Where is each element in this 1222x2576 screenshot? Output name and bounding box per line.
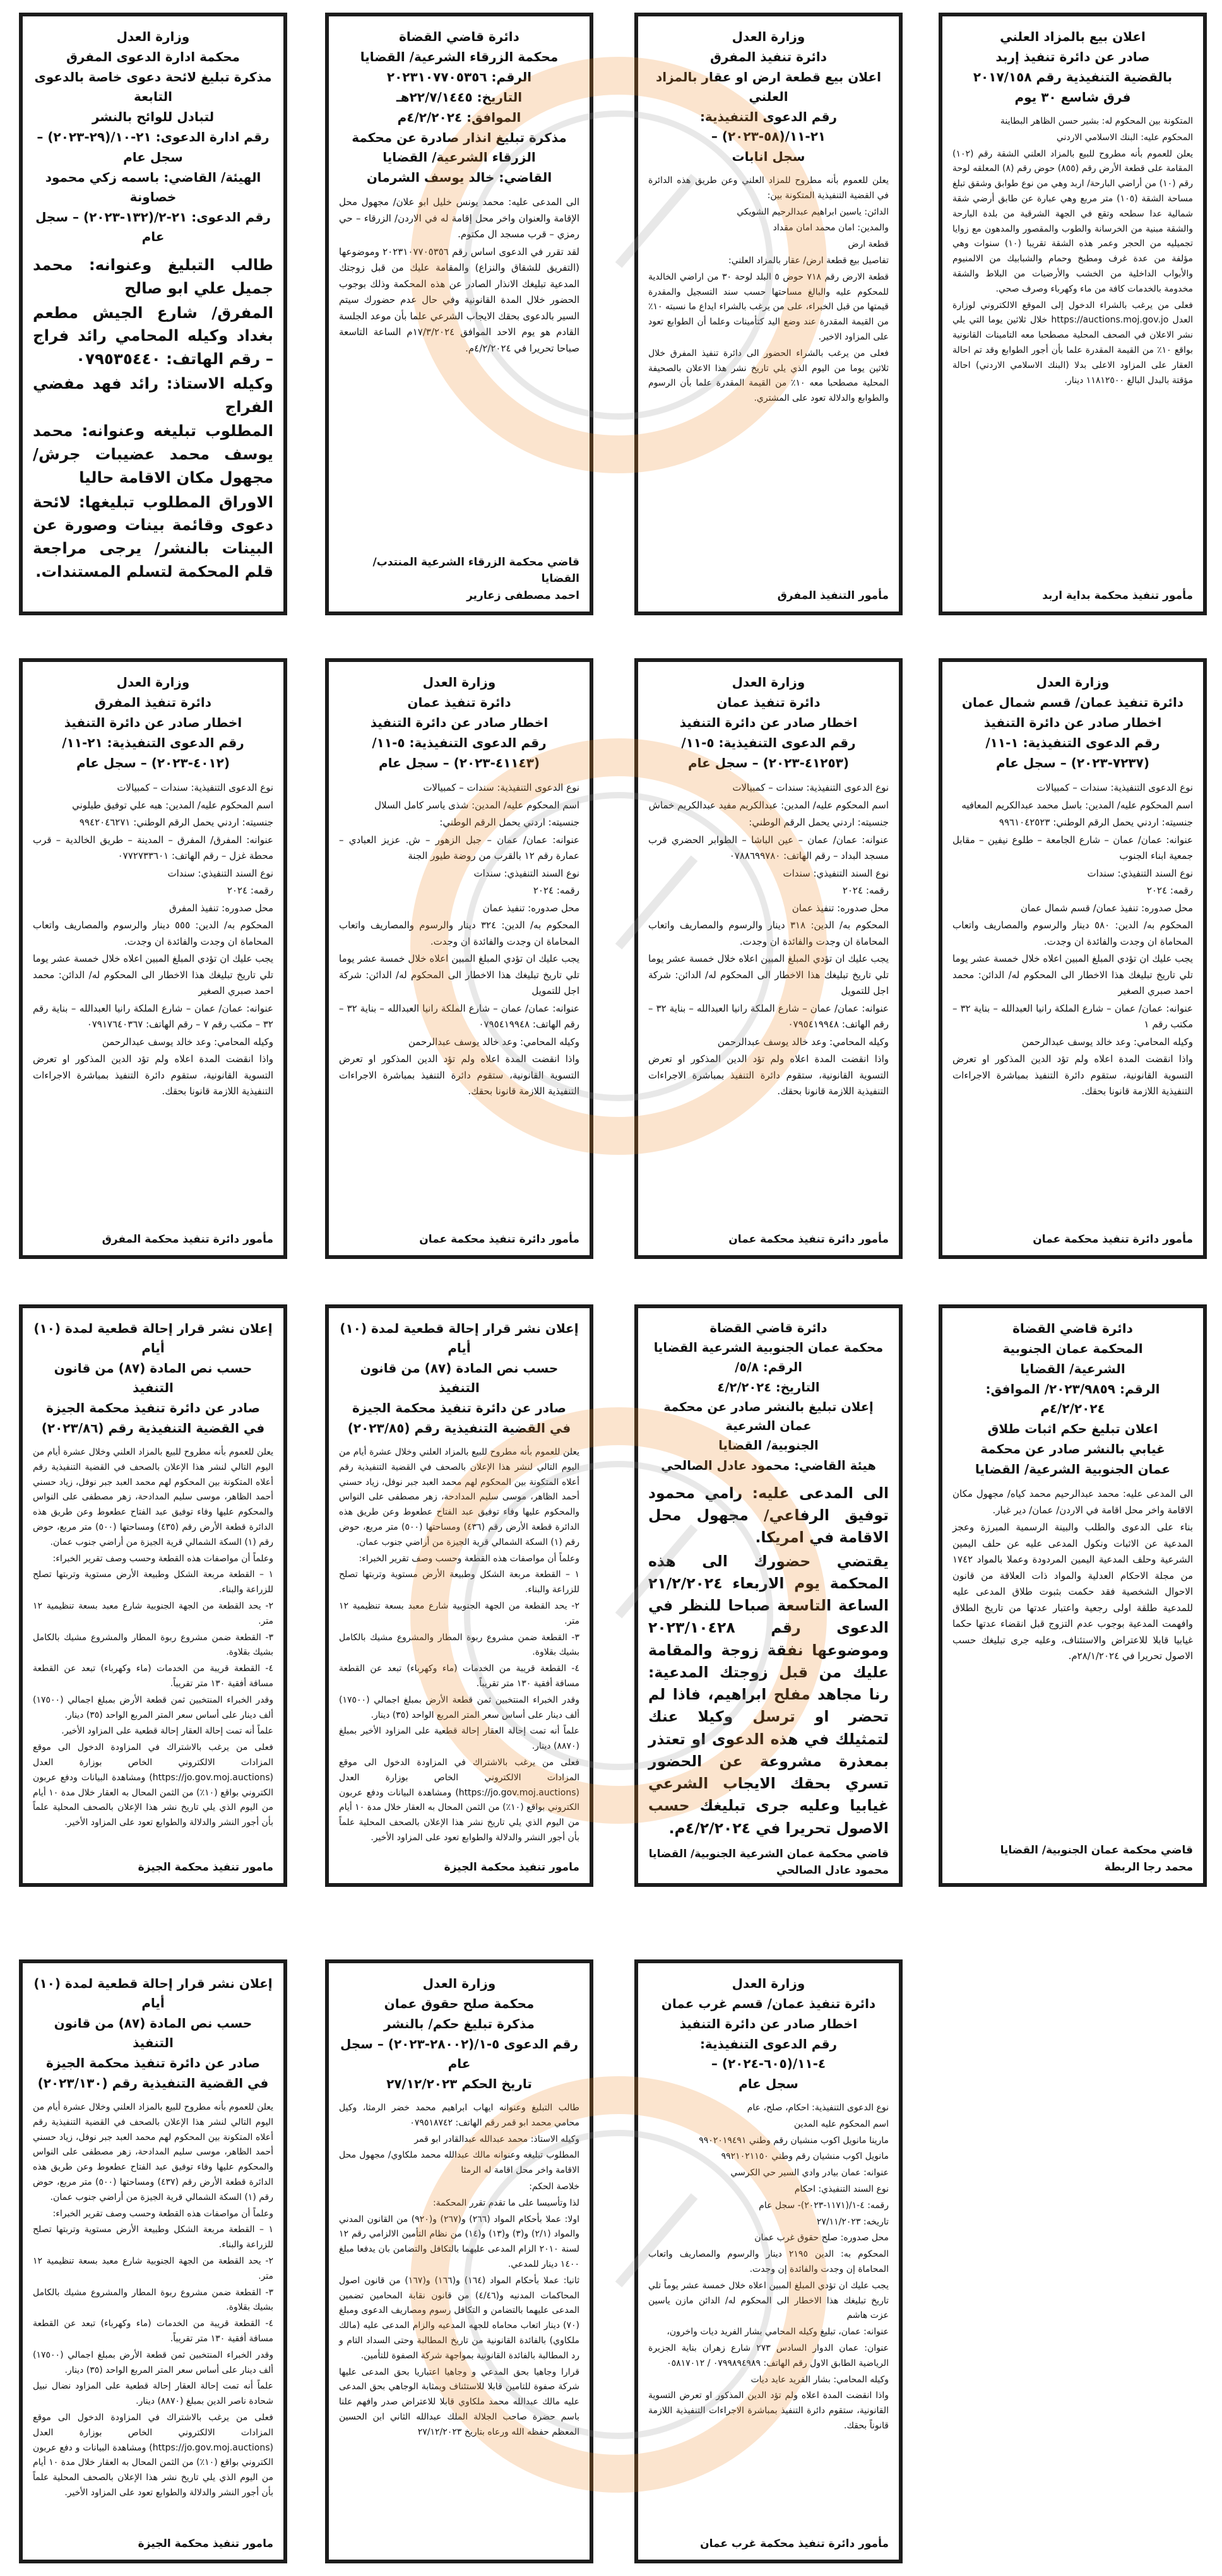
notice-paragraph: عنوانه: عمان/ عمان – شارع الملكة رانيا العبدالله – بناية ٣٢ – مكتب رقم ١ [952,1002,1193,1030]
legal-notice [325,658,593,1259]
notice-paragraph: الاوراق المطلوب تبليغها: لائحة دعوى وقائمة بينات وصورة عن البينات بالنشر/ يرجى مراجعة قلم المحكمة لتسلم المستندات. [33,492,273,581]
notice-paragraph: وكيله المحامي: وعد خالد يوسف عبدالرحمن [408,1036,579,1048]
notice-paragraph: وعلماً أن مواصفات هذه القطعة وحسب وصف تقرير الخبراء: [52,2208,273,2219]
notice-paragraph: تاريخه: ٢٧/١١/٢٠٢٣ [816,2216,889,2227]
notice-heading-line: مذكرة تبليغ انذار صادرة عن محكمة الزرقاء الشرعية/ القضايا [352,130,567,165]
notice-heading-line: اعلان بيع بالمزاد العلني [1000,29,1146,44]
notice-paragraph: قرارا وجاهيا بحق المدعي و وجاهيا اعتباريا بحق المدعى عليها شركة صفوة للتامين قابلا للاستئناف وبمثابة الوجاهي بحق المدعى عليه مالك عبدالله محمد ملكاوي قابلا للاعتراض صدر وافهم علنا باسم حضرة صاحب الجلالة الملك عبدالله الثاني ابن الحسين المعظم حفظه الله ورعاه بتاريخ ٢٧/١٢/٢٠٢٣ [339,2366,579,2437]
notice-body [33,1445,273,1854]
notice-paragraph: رقمه: ٢٠٢٤ [1146,885,1193,896]
notice-heading-line: صادر عن دائرة تنفيذ محكمة الجيزة [352,1400,566,1415]
notice-paragraph: قطعة الارض رقم ٧١٨ حوض ٥ البلد لوحة ٣٠ من اراضي الخالدية للمحكوم عليه والبالغ مساحتها حسب سند التسجيل والمقدرة قيمتها من قبل الخبراء، على من يرغب بالشراء ايداع ما نسبته ١٠٪ من القيمة المقدرة عند وضع اليد كتأمينات وعلما أن الطوابع تعود على المزاود الاخير. [648,271,889,342]
legal-notice [325,1959,593,2563]
notice-paragraph: محل صدوره: تنفيذ المفرق [169,902,273,914]
notice-paragraph: وكيله المحامي: وعد خالد يوسف عبدالرحمن [1021,1036,1193,1048]
notice-paragraph: لقد تقرر في الدعوى اساس رقم ٢٠٢٣١٠٧٧٠٥٣٥٦ وموضوعها (التفريق للشقاق والنزاع) والمقامة عليك من قبل زوجتك المدعية تبليغك الانذار الصادر عن هذه المحكمة وذلك بوجوب الحضور خلال المدة القانونية وفي حال عدم حضورك سيتم السير بالدعوى بحقك الايجاب الشرعي علما بأن موعد الجلسة القادم هو يوم الاحد الموافق ١٧/٣/٢٠٢٤م الساعة التاسعة صباحا تحريرا في ٤/٢/٢٠٢٤م. [339,245,579,354]
notice-paragraph: المفرق/ شارع الجيش مطعم بغداد وكيله المحامي رائد فراج – رقم الهاتف: ٠٧٩٥٣٥٤٤٠ [33,303,273,368]
notice-paragraph: ٣- القطعة ضمن مشروع ربوة المطار والمشروع مشيك بالكامل بشيك بقلاوة. [339,1632,579,1658]
notice-paragraph: المتكونة بين المحكوم له: بشير حسن الظاهر البطاينة [1000,116,1193,126]
notice-heading [648,672,889,774]
notice-paragraph: نوع السند التنفيذي: احكام [794,2183,889,2194]
notice-paragraph: علماً أنه تمت إحالة العقار إحالة قطعية على المزاود الأخير بمبلغ (٨٨٧٠) دينار. [339,1726,579,1752]
notice-heading-line: (٤١١٤٣-٢٠٢٣) – سجل عام [378,755,540,771]
notice-heading [33,672,273,774]
notice-paragraph: نوع السند التنفيذي: سندات [1087,867,1193,879]
notice-signature [648,1231,889,1248]
notice-paragraph: وقدر الخبراء المنتخبين ثمن قطعة الأرض بمبلغ اجمالي (١٧٥٠٠) ألف دينار على أساس سعر المتر المربع الواحد (٣٥) دينار. [33,1694,273,1720]
notice-signature [952,588,1193,604]
notice-paragraph: جنسيته: اردني يحمل الرقم الوطني: ٩٩٦١٠٤٢٥٢٣ [999,817,1193,828]
notice-heading-line: رقم الدعوى التنفيذية: ٢١-١١/(٥٨-٢٠٢٣) – [699,109,838,144]
notice-heading-line: اعلان تبليغ حكم اثبات طلاق [987,1421,1158,1436]
notice-paragraph: عنوانه: عمان/ عمان – شارع الجامعة – طلوع نيفين – مقابل جمعية ابناء الجنوب [952,834,1193,861]
notice-paragraph: اسم المحكوم عليه/ المدين: عبدالكريم مفيد عبدالكريم خماش [648,799,889,811]
notice-paragraph: عنوانه: عمان/ عمان – شارع الملكة رانيا العبدالله – بناية ٣٢ – رقم الهاتف: ٠٧٩٥٤١٩٩٤٨ [339,1002,579,1030]
notice-paragraph: ٤- القطعة قريبة من الخدمات (ماء وكهرباء) تبعد عن القطعة مسافة أفقية ١٣٠ متر تقريباً. [33,1663,273,1689]
notice-heading-line: وزارة العدل [732,675,805,690]
notice-body [648,174,889,582]
notice-body [33,254,273,604]
notice-heading [648,1318,889,1476]
notice-heading-line: دائرة قاضي القضاة [399,29,519,44]
signature-line: مأمور التنفيذ المفرق [777,589,889,602]
notice-signature [339,1231,579,1248]
notice-paragraph: واذا انقضت المدة اعلاه ولم تؤد الدين المذكور او تعرض التسوية القانونية، ستقوم دائرة التنفيذ بمباشرة الاجراءات التنفيذية اللازمة قانونا بحقك. [33,1053,273,1097]
notice-signature [33,2536,273,2552]
notice-paragraph: بناء على الدعوى والطلب والبينة الرسمية المبرزة وعجز المدعية عن الاثبات ونكول المدعى عليه عن حلف اليمين الشرعية وحلف المدعية اليمين المردودة وعملا بالمواد ١٧٤٢ من مجلة الاحكام العدلية والمواد ذات العلاقة من قانون الاحوال الشخصية فقد حكمت بثبوت طلاق المدعى عليه للمدعية طلقة اولى رجعية واعتبار عدتها من تاريخ الطلاق وافهمت المدعية بوجوب عدم التزوج قبل انقضاء عدتها حكما غيابيا قابلا للاعتراض والاستئناف، وعليه جرى تبليغك حسب الاصول تحريرا في ٢٨/١/٢٠٢٤م. [952,1521,1193,1662]
notice-heading-line: بالقضية التنفيذية رقم ٢٠١٧/١٥٨ [973,69,1173,85]
notice-paragraph: مانويل اكوب منشيان رقم وطني ٩٩٢١٠٢١١٥٠ [721,2151,889,2162]
notice-heading-line: الرقم: ٢٠٢٣/٩٨٥٩/ الموافق: ٤/٢/٢٠٢٤م [985,1381,1160,1416]
notice-heading [33,27,273,247]
notice-signature [952,1842,1193,1876]
notice-heading-line: محكمة عمان الجنوبية الشرعية القضايا [653,1340,884,1356]
signature-line: احمد مصطفى زعارير [466,589,579,602]
notice-paragraph: يجب عليك ان تؤدي المبلغ المبين اعلاه خلال خمسة عشر يوماً تلي تاريخ تبليغك هذا الاخطار الى المحكوم له/ الدائن مازن ياسين عزت هاشم [648,2280,889,2321]
notice-heading [339,1318,579,1439]
signature-line: محمد رجا الربطة [1104,1860,1193,1874]
notice-heading-line: اخطار صادر عن دائرة التنفيذ [64,715,242,730]
notice-paragraph: قطعة ارض [848,239,889,250]
notice-signature [648,1846,889,1879]
signature-line: قاضي محكمة عمان الشرعية الجنوبية/ القضايا [648,1847,889,1860]
notice-signature [33,1859,273,1876]
notice-paragraph: وقدر الخبراء المنتخبين ثمن قطعة الأرض بمبلغ اجمالي (١٧٥٠٠) ألف دينار على أساس سعر المتر المربع الواحد (٣٥) دينار. [33,2349,273,2375]
signature-line: مامور تنفيذ محكمة الجيزة [138,1860,273,1874]
notice-body [648,780,889,1226]
notice-heading-line: في القضية التنفيذية رقم (٢٠٢٣/١٣٠) [37,2076,269,2091]
notice-heading-line: (٤٠١٢-٢٠٢٣) – سجل عام [76,755,230,771]
notice-paragraph: علماً أنه تمت إحالة العقار إحالة قطعية على المزاود نضال نبيل شحادة ناصر الدين بمبلغ (٨٨٧٠) دينار. [33,2381,273,2407]
signature-line: محمود عادل الصالحي [776,1864,889,1877]
notice-signature [339,1859,579,1876]
notice-heading-line: المحكمة عمان الجنوبية [1002,1341,1143,1356]
notice-paragraph: ٢- يحد القطعة من الجهة الجنوبية شارع معبد بسعة تنظيمية ١٢ متر. [339,1600,579,1626]
notice-paragraph: وكيله المحامي: وعد خالد يوسف عبدالرحمن [102,1036,273,1048]
notice-heading-line: في القضية التنفيذية رقم (٢٠٢٣/٨٦) [41,1421,265,1436]
notice-paragraph: يجب عليك ان تؤدي المبلغ المبين اعلاه خلال خمسة عشر يوما تلي تاريخ تبليغك هذا الاخطار الى المحكوم له/ الدائن: محمد احمد صبري الصغير [33,953,273,996]
notice-heading-line: الرقم: ٢٠٢٣١٠٧٧٠٥٣٥٦ [386,69,532,85]
notice-paragraph: اولا: عملا بأحكام المواد (٢٦٦) و(٢٦٧) و(٩٢٠) من القانون المدني والمواد (٢/١) و(٣) و(١٣) و(١٤) من نظام التأمين الالزامي رقم ١٢ لسنة ٢٠١٠ الزام المدعى عليهما بالتكافل والتضامن بان يدفعا مبلغ ١٤٠٠ دينار للمدعي. [339,2214,580,2269]
notice-paragraph: الى المدعى عليه: محمد عبدالرحيم محمد كياه/ مجهول مكان الاقامة واخر محل اقامة في الاردن/ عمان/ دير غبار. [952,1488,1193,1516]
legal-notice [19,1959,287,2563]
notice-heading-line: دائرة قاضي القضاة [709,1321,828,1335]
notice-heading-line: دائرة تنفيذ عمان/ قسم غرب عمان [661,1996,876,2011]
notice-paragraph: نوع السند التنفيذي: سندات [473,867,579,879]
notice-paragraph: المحكوم به/ الدين: ٣٢٤ دينار والرسوم والمصاريف واتعاب المحاماة ان وجدت والفائدة ان وجدت. [339,919,579,947]
legal-notice [939,1304,1207,1887]
notice-heading [648,1973,889,2094]
notice-heading-line: وزارة العدل [1036,675,1110,690]
signature-line: مأمور دائرة تنفيذ محكمة عمان [419,1232,579,1246]
notice-heading-line: دائرة تنفيذ المفرق [709,49,828,64]
notice-heading-line: محكمة ادارة الدعوى المفرق [66,49,240,64]
notice-paragraph: يجب عليك ان تؤدي المبلغ المبين اعلاه خلال خمسة عشر يوما تلي تاريخ تبليغك هذا الاخطار الى المحكوم له/ الدائن: محمد احمد صبري الصغير [952,953,1193,996]
signature-line: مامور تنفيذ محكمة الجيزة [444,1860,579,1874]
notice-paragraph: ٣- القطعة ضمن مشروع ربوة المطار والمشروع مشيك بالكامل بشيك بقلاوة. [33,1632,273,1658]
notice-paragraph: عنوانه: المفرق/ المفرق – المدينة – طريق الخالدية – قرب محطة غزل – رقم الهاتف: ٠٧٧٢٧٣٣٦٠١ [33,834,273,861]
notice-heading-line: سجل عام [123,150,183,165]
signature-line: مأمور دائرة تنفيذ محكمة عمان [728,1232,889,1246]
notice-heading-line: صادر عن دائرة تنفيذ محكمة الجيزة [46,1400,260,1415]
legal-notice [325,1304,593,1887]
notice-paragraph: المحكوم عليه: البنك الاسلامي الاردني [1056,132,1193,143]
legal-notice [325,13,593,615]
notice-paragraph: محل صدوره: تنفيذ عمان [482,902,579,914]
notice-heading [33,1318,273,1439]
notice-heading [339,27,579,188]
notice-paragraph: ١ – القطعة مربعة الشكل وطبيعة الأرض مستوية وتربتها تصلح للزراعة والبناء. [33,1569,273,1595]
notice-paragraph: يجب عليك ان تؤدي المبلغ المبين اعلاه خلال خمسة عشر يوما تلي تاريخ تبليغك هذا الاخطار الى المحكوم له/ الدائن: شركة اجل للتمويل [648,953,889,996]
notice-paragraph: واذا انقضت المدة اعلاه ولم تؤد الدين المذكور او تعرض التسوية القانونية، ستقوم دائرة التنفيذ بمباشرة الاجراءات التنفيذية اللازمة قانونا بحقك. [648,1053,889,1097]
notice-paragraph: المحكوم به/ الدين: ٥٨٠ دينار والرسوم والمصاريف واتعاب المحاماة ان وجدت والفائدة ان وجدت. [952,919,1193,947]
notice-heading-line: الموافق: ٤/٢/٢٠٢٤م [397,110,521,125]
notice-heading-line: وزارة العدل [422,675,496,690]
notice-body [339,2101,579,2552]
signature-line: مأمور دائرة تنفيذ محكمة المفرق [102,1232,273,1246]
notice-paragraph: ثانيا: عملا بأحكام المواد (١٦٤) و(١٦٦) و(١٦٧) من قانون اصول المحاكمات المدنيه و(٤/٤٦) من قانون نقابة المحامين تضمين المدعى عليهما بالتضامن و التكافل رسوم ومصاريف الدعوى ومبلغ (٧٠) دينار اتعاب محاماه للجهه المدعيه والزام المدعى عليه (مالك ملكاوي) بالفائدة القانونية من تاريخ المطالبة وحتى السداد التام و رد المطالبة بالفائدة القانونية بمواجهة شركة الصفوة للتأمين. [339,2275,579,2361]
notice-paragraph: وكيله المحامي: بشار الفريد عايد ديات [750,2374,889,2385]
notice-paragraph: المحكوم به/ الدين: ٣١٨ دينار والرسوم والمصاريف واتعاب المحاماة ان وجدت والفائدة ان وجدت. [648,919,889,947]
notice-signature [648,2536,889,2552]
signature-line: قاضي محكمة الزرقاء الشرعية المنتدب/ القضايا [372,555,579,586]
notice-paragraph: ٤- القطعة قريبة من الخدمات (ماء وكهرباء) تبعد عن القطعة مسافة أفقية ١٣٠ متر تقريباً. [339,1663,579,1689]
notice-body [339,194,579,549]
notice-paragraph: رقمه: ٤-١/(١١٧١-٢٠٢٣)- سجل عام [759,2200,889,2211]
legal-notice [939,13,1207,615]
notice-heading-line: دائرة تنفيذ عمان [407,695,511,710]
notice-heading-line: رقم الدعوى ٥-١/(٢٨٠٠٢-٢٠٢٣) – سجل عام [340,2036,579,2071]
legal-notice [634,13,903,615]
notice-paragraph: واذا انقضت المدة اعلاه ولم تؤد الدين المذكور او تعرض التسوية القانونية، ستقوم دائرة التنفيذ بمباشرة الاجراءات التنفيذية اللازمة قانوناً بحقك. [648,2390,889,2431]
notice-heading-line: رقم الدعوى التنفيذية: ١-١١/ [985,735,1160,750]
notice-paragraph: لذا وتأسيسا على ما تقدم تقرر المحكمة: [432,2197,579,2208]
notice-heading-line: اخطار صادر عن دائرة التنفيذ [679,715,858,730]
notice-heading [33,1973,273,2094]
notice-paragraph: يجب عليك ان تؤدي المبلغ المبين اعلاه خلال خمسة عشر يوما تلي تاريخ تبليغك هذا الاخطار الى المحكوم له/ الدائن: شركة اجل للتمويل [339,953,579,996]
notice-paragraph: تفاصيل بيع قطعة ارض/ عقار بالمزاد العلني: [728,255,889,266]
notice-paragraph: عنوانه: عمان/ عمان – شارع الملكة رانيا العبدالله – بناية ٣٢ – رقم الهاتف: ٠٧٩٥٤١٩٩٤٨ [648,1002,889,1030]
notice-heading [339,672,579,774]
notice-paragraph: مارينا مانويل اكوب منشيان رقم وطني ٩٩٠٢٠١٩٤٩١ [699,2135,889,2146]
notice-heading-line: دائرة تنفيذ عمان [716,695,821,710]
notice-heading-line: هيئة القاضي: محمود عادل الصالحي [661,1458,876,1473]
notice-paragraph: فعلى من يرغب بالاشتراك في المزاودة الدخول الى موقع المزادات الالكتروني الخاص بوزارة العدل (https://jo.gov.moj.auctions) ومشاهدة البيانات و دفع عربون الكتروني بواقع (١٠٪) من الثمن المحال به العقار خلال مدة ١٠ أيام من اليوم الذي يلي تاريخ نشر هذا الإعلان بالصحف المحلية علماً بأن أجور النشر والدلالة والطوابع تعود على المزاود الأخير. [33,2412,273,2498]
notice-heading-line: وزارة العدل [116,29,190,44]
notice-heading-line: اخطار صادر عن دائرة التنفيذ [983,715,1162,730]
notice-paragraph: الى المدعى عليه: محمد يونس خليل ابو علان/ مجهول محل الإقامة والعنوان واخر محل إقامة له في الاردن/ الزرقاء – حي رمزي – قرب مسجد ال مكتوم. [339,196,579,240]
notice-paragraph: اسم المحكوم عليه المدين [793,2118,889,2129]
notice-paragraph: رقمه: ٢٠٢٤ [842,885,889,896]
notice-paragraph: نوع الدعوى التنفيذية: احكام، صلح، عام [747,2103,889,2113]
notice-heading-line: لتبادل للوائح بالنشر [92,109,215,124]
signature-line: مأمور دائرة تنفيذ محكمة غرب عمان [700,2537,889,2550]
notice-paragraph: عنوان: عمان الدوار السادس ٢٧٣ شارع زهران بناية الجزيرة الرياضية الطابق الاول رقم الهاتف: ٠٧٩٩٨٩٤٩٨٩ / ٠٥٨١٧٠١٢ [648,2343,889,2368]
notice-heading-line: صادر عن دائرة تنفيذ محكمة الجيزة [46,2055,260,2071]
notice-paragraph: فعلى من يرغب بالاشتراك في المزاودة الدخول الى موقع المزادات الالكتروني الخاص بوزارة العدل (https://jo.gov.moj.auctions) ومشاهدة البيانات ودفع عربون الكتروني بواقع (١٠٪) من الثمن المحال به العقار خلال مدة ١٠ أيام من اليوم الذي يلي تاريخ نشر هذا الإعلان بالصحف المحلية علماً بأن أجور النشر والدلالة والطوابع تعود على المزاود الأخير. [33,1742,273,1828]
notice-paragraph: اسم المحكوم عليه/ المدين: هبه علي توفيق طيلوني [72,799,273,811]
notice-paragraph: يعلن للعموم بأنه مطروح للمزاد العلني وعن طريق هذه الدائرة في القضية التنفيذية المتكونة بين: [648,175,889,201]
notice-heading-line: وزارة العدل [732,1976,805,1991]
notice-body [952,1486,1193,1837]
signature-line: قاضي محكمة عمان الجنوبية/ القضايا [1000,1844,1193,1857]
notice-heading [952,27,1193,108]
notice-paragraph: نوع الدعوى التنفيذية: سندات – كمبيالات [117,782,273,793]
notice-heading-line: حسب نص المادة (٨٧) من قانون التنفيذ [54,2016,252,2050]
notice-signature [33,1231,273,1248]
notice-heading-line: الهيئة/ القاضي: باسمه زكي محمود خصاونة [45,170,261,204]
notice-heading-line: إعلان نشر قرار إحالة قطعية لمدة (١٠) أيام [340,1321,579,1356]
notice-signature [952,1231,1193,1248]
notice-paragraph: واذا انقضت المدة اعلاه ولم تؤد الدين المذكور او تعرض التسوية القانونية، ستقوم دائرة التنفيذ بمباشرة الاجراءات التنفيذية اللازمة قانونا بحقك. [952,1053,1193,1097]
notice-heading-line: إعلان تبليغ بالنشر صادر عن محكمة عمان الشرعية [663,1399,874,1434]
notice-paragraph: طالب التبليغ وعنوانه: محمد جميل علي ابو صالح [33,256,273,297]
notice-heading-line: دائرة قاضي القضاة [1012,1321,1133,1336]
signature-line: مأمور تنفيذ محكمة بداية اربد [1042,589,1193,602]
notice-paragraph: الدائن: ياسين ابراهيم عبدالرحيم الشويكي [737,206,889,217]
notice-heading-line: التاريخ: ٤/٢/٢٠٢٤ [717,1380,820,1395]
notice-heading-line: محكمة الزرقاء الشرعية/ القضايا [360,49,559,64]
notice-paragraph: وكيله الاستاذ: رائد فهد مفضي الفراج [33,374,273,416]
notice-paragraph: والمدين: امان محمد امان مقداد [773,223,889,233]
legal-notice [19,1304,287,1887]
notice-paragraph: الى المدعى عليه: رامي محمود توفيق الرفاعي/ مجهول محل الاقامة في امريكا. [648,1484,889,1547]
notice-paragraph: فعلى من يرغب بالشراء الدخول إلى الموقع الالكتروني لوزارة العدل https://auctions.moj.gov.jo خلال ثلاثين يوما التي يلي نشر الاعلان في الصحف المحلية مصطحبا معه التامينات القانونية بواقع ١٠٪ من القيمة المقدرة علما بأن أجور الطوابع وقد تم احالة العقار على المزاود الاعلى بدلا (البنك الاسلامي الاردني) احالة مؤقتة بالبدل البالغ ١١٨١٢٥٠٠ دينار. [952,300,1193,386]
notice-paragraph: وقدر الخبراء المنتخبين ثمن قطعة الأرض بمبلغ اجمالي (١٧٥٠٠) ألف دينار على أساس سعر المتر المربع الواحد (٣٥) دينار. [339,1694,579,1720]
notice-heading-line: رقم الدعوى: ٢١-٢/(١٣٢-٢٠٢٣) – سجل عام [35,210,271,244]
notice-paragraph: عنوانه: عمان بيادر وادي السير حي الكرسي [730,2168,889,2178]
notice-heading-line: رقم الدعوى التنفيذية: ٥-١١/ [372,735,547,750]
notice-heading-line: حسب نص المادة (٨٧) من قانون التنفيذ [54,1361,252,1395]
notice-heading-line: غيابي بالنشر صادر عن محكمة [980,1441,1165,1456]
notice-paragraph: واذا انقضت المدة اعلاه ولم تؤد الدين المذكور او تعرض التسوية القانونية، ستقوم دائرة التنفيذ بمباشرة الاجراءات التنفيذية اللازمة قانونا بحقك. [339,1053,579,1097]
notice-heading-line: الشرعية/ القضايا [1020,1361,1125,1376]
legal-notice [634,1304,903,1887]
notice-paragraph: عنوانه: عمان/ عمان – شارع الملكة رانيا العبدالله – بناية رقم ٣٢ – مكتب رقم ٧ – رقم الهاتف: ٠٧٩١٧٦٤٠٣٦٧ [33,1002,273,1030]
legal-notice [19,13,287,615]
legal-notice [634,658,903,1259]
notice-paragraph: المحكوم به/ الدين: ٥٥٥ دينار والرسوم والمصاريف واتعاب المحاماة ان وجدت والفائدة ان وجدت. [33,919,273,947]
notice-heading-line: إعلان نشر قرار إحالة قطعية لمدة (١٠) أيام [33,1321,273,1356]
notice-body [648,1482,889,1841]
notice-heading-line: (٧٢٣٧-٢٠٢٣) – سجل عام [996,755,1149,771]
notice-body [952,114,1193,582]
notice-signature [648,588,889,604]
notice-paragraph: يقتضي حضورك الى هذه المحكمة يوم الاربعاء ٢١/٢/٢٠٢٤ الساعة التاسعة صباحا للنظر في الدعوى رقم ٢٠٢٣/١٠٤٢٨ وموضوعها نفقة زوجة والمقامة عليك من قبل زوجتك المدعية: رنا مجاهد مفلح ابراهيم، فاذا لم تحضر او ترسل وكيلا عنك لتمثيلك في هذه الدعوى او تعتذر بمعذرة مشروعة عن الحضور تسري بحقك الايجاب الشرعي غيابيا وعليه جرى تبليغك حسب الاصول تحريرا في ٤/٢/٢٠٢٤م. [648,1552,889,1837]
notice-paragraph: محل صدوره: تنفيذ عمان [792,902,889,914]
legal-notice [939,658,1207,1259]
notice-heading-line: مذكرة تبليغ حكم/ بالنشر [384,2016,535,2031]
notice-paragraph: نوع السند التنفيذي: سندات [167,867,273,879]
notice-paragraph: وكيله المحامي: وعد خالد يوسف عبدالرحمن [717,1036,889,1048]
notice-paragraph: محل صدوره: تنفيذ عمان/ قسم شمال عمان [1020,902,1193,914]
signature-line: مامور تنفيذ محكمة الجيزة [138,2537,273,2550]
notice-heading-line: اخطار صادر عن دائرة التنفيذ [679,2016,858,2031]
notice-paragraph: المطلوب تبليغه وعنوانه مالك عبدالله محمد ملكاوي/ مجهول محل الاقامة واخر محل اقامة له الرمثا [339,2150,579,2176]
notice-heading-line: القاضي: خالد يوسف الشرمان [366,170,552,185]
notice-paragraph: وكيله الاستاذ: محمد عبدالله عبدالقادر ابو قمر [414,2134,579,2144]
notice-paragraph: ١ – القطعة مربعة الشكل وطبيعة الأرض مستوية وتربتها تصلح للزراعة والبناء. [339,1569,579,1595]
notice-paragraph: طالب التبليغ وعنوانه ايهاب ابراهيم محمد خضر الرمثا، وكيل محامي محمد ابو قمر رقم الهاتف: ٠٧٩٥١٨٧٤٢ [339,2103,579,2128]
notice-body [33,2100,273,2531]
notice-heading [648,27,889,167]
notice-heading-line: صادر عن دائرة تنفيذ إربد [995,49,1150,64]
notice-paragraph: نوع السند التنفيذي: سندات [783,867,889,879]
notice-paragraph: يعلن للعموم بأنه مطروح للبيع بالمزاد العلني وخلال عشرة أيام من اليوم التالي لنشر هذا الإعلان بالصحف في القضية التنفيذية رقم أعلاه المتكونة بين المحكوم لهم محمد العبد جبر نوفل، زياد حسني أحمد الظاهر، موسى سليم المدادحة، زهر مصطفى على النواس والمحكوم عليها وفاء توفيق عبد الفتاح عطعوط وعن طريق هذه الدائرة قطعة الأرض رقم (٤٣٥) ومساحتها (٥٠٠) متر مربع، حوض رقم (١) السكة الشمالي قرية الجيزة من أراضي جنوب عمان. [33,1447,273,1547]
notice-paragraph: جنسيته: اردني يحمل الرقم الوطني: ٩٩٤٢٠٤٦٢٧١ [79,817,273,828]
notice-heading [339,1973,579,2094]
notice-paragraph: جنسيته: اردني يحمل الرقم الوطني: [749,817,889,828]
notice-heading-line: تاريخ الحكم ٢٧/١٢/٢٠٢٣ [386,2076,532,2091]
notice-heading-line: وزارة العدل [422,1976,496,1991]
notice-body [33,780,273,1226]
notice-paragraph: يعلن للعموم بأنه مطروح للبيع بالمزاد العلني وخلال عشرة أيام من اليوم التالي لنشر هذا الإعلان بالصحف في القضية التنفيذية رقم أعلاه المتكونة بين المحكوم لهم محمد العبد جبر نوفل، زياد حسني أحمد الظاهر، موسى سليم المدادحة، زهر مصطفى على النواس والمحكوم عليها وفاء توفيق عبد الفتاح عطعوط وعن طريق هذه الدائرة قطعة الأرض رقم (٤٣٦) ومساحتها (٥٠٠) متر مربع، حوض رقم (١) السكة الشمالي قرية الجيزة من أراضي جنوب عمان. [339,1447,579,1547]
notice-body [339,1445,579,1854]
notice-paragraph: خلاصة الحكم: [529,2181,579,2192]
notice-paragraph: نوع الدعوى التنفيذية: سندات – كمبيالات [732,782,889,793]
notice-paragraph: يعلن للعموم بأنه مطروح للبيع بالمزاد العلني وخلال عشرة أيام من اليوم التالي لنشر هذا الإعلان بالصحف في القضية التنفيذية رقم أعلاه المتكونة بين المحكوم لهم محمد العبد جبر نوفل، زياد حسني أحمد الظاهر، موسى سليم المدادحة، زهر مصطفى على النواس والمحكوم عليها وفاء توفيق عبد الفتاح عطعوط وعن طريق هذه الدائرة قطعة الأرض رقم (٤٣٧) ومساحتها (٥٠٠) متر مربع، حوض رقم (١) السكة الشمالي قرية الجيزة من أراضي جنوب عمان. [33,2102,273,2202]
notice-heading-line: عمان الجنوبية الشرعية/ القضايا [975,1462,1171,1477]
notice-paragraph: المطلوب تبليغه وعنوانه: محمد يوسف محمد عضيبات جرش/ مجهول مكان الاقامة حاليا [33,422,273,487]
notice-heading-line: (٤١٢٥٣-٢٠٢٣) – سجل عام [687,755,850,771]
notice-heading-line: فرق شاسع ٣٠ يوم [1014,90,1131,105]
notice-paragraph: عنوانه: عمان/ عمان – عين الباشا – الطوابر الحضري قرب مسجد البداد – رقم الهاتف: ٠٧٨٨٦٩٩٧٨٠ [648,834,889,861]
notice-paragraph: ٤- القطعة قريبة من الخدمات (ماء وكهرباء) تبعد عن القطعة مسافة أفقية ١٣٠ متر تقريباً. [33,2319,273,2344]
notice-paragraph: رقمه: ٢٠٢٤ [533,885,579,896]
notice-heading-line: التاريخ: ٢٢/٧/١٤٤٥هـ [396,90,523,105]
notice-heading-line: الرقم: ٥/٨/ [735,1360,802,1375]
notice-heading-line: سجل عام [739,2076,798,2091]
notice-heading-line: حسب نص المادة (٨٧) من قانون التنفيذ [360,1361,559,1395]
notice-heading-line: رقم الدعوى التنفيذية: ٤-١١/(٦٠٥-٢٠٢٤) – [699,2036,838,2071]
notice-heading-line: رقم ادارة الدعوى: ٢١-١٠/(٢٩-٢٠٢٣) – [37,129,270,145]
notice-heading-line: اعلان بيع قطعة ارض او عقار بالمزاد العلني [655,69,882,104]
notice-paragraph: المحكوم به: الدين ٢١٩٥ دينار والرسوم والمصاريف واتعاب المحاماة إن وجدت والفائدة إن وجدت. [648,2249,889,2274]
notice-paragraph: نوع الدعوى التنفيذية: سندات – كمبيالات [423,782,579,793]
notice-paragraph: اسم المحكوم عليه/ المدين: شذى ياسر كامل السلال [374,799,579,811]
notice-paragraph: عنوانه: عمان، تبليغ وكيله المحامي بشار الفريد ديات واخرون، [667,2327,889,2337]
notice-paragraph: عنوانه: عمان/ عمان – جبل الزهور – ش. عزيز العبادي – عمارة رقم ١٢ بالقرب من روضة طيور الجنة [339,834,579,861]
notice-paragraph: رقمه: ٢٠٢٤ [227,885,273,896]
notice-heading-line: في القضية التنفيذية رقم (٢٠٢٣/٨٥) [347,1421,571,1436]
legal-notice [19,658,287,1259]
notice-paragraph: نوع الدعوى التنفيذية: سندات – كمبيالات [1036,782,1193,793]
signature-line: مأمور دائرة تنفيذ محكمة عمان [1033,1232,1193,1246]
notice-heading-line: رقم الدعوى التنفيذية: ٢١-١١/ [62,735,244,750]
notice-heading-line: وزارة العدل [116,675,190,690]
notice-heading [952,672,1193,774]
notice-heading-line: اخطار صادر عن دائرة التنفيذ [370,715,549,730]
notice-heading-line: دائرة تنفيذ عمان/ قسم شمال عمان [961,695,1184,710]
legal-notice [634,1959,903,2563]
notice-heading-line: إعلان نشر قرار إحالة قطعية لمدة (١٠) أيام [33,1976,273,2011]
notice-paragraph: وعلماً أن مواصفات هذه القطعة وحسب وصف تقرير الخبراء: [52,1553,273,1564]
notice-paragraph: محل صدوره: صلح حقوق غرب عمان [754,2233,889,2243]
notice-heading [952,1318,1193,1480]
notice-heading-line: سجل انابات [732,149,805,164]
notice-paragraph: ٢- يحد القطعة من الجهة الجنوبية شارع معبد بسعة تنظيمية ١٢ متر. [33,2255,273,2281]
notice-body [339,780,579,1226]
notice-paragraph: علماً أنه تمت إحالة العقار إحالة قطعية على المزاود الأخير. [61,1726,273,1737]
notice-paragraph: اسم المحكوم عليه/ المدين: باسل محمد عبدالكريم المعافيه [961,799,1193,811]
notice-paragraph: ٢- يحد القطعة من الجهة الجنوبية شارع معبد بسعة تنظيمية ١٢ متر. [33,1600,273,1626]
notice-body [952,780,1193,1226]
notice-paragraph: وعلماً أن مواصفات هذه القطعة وحسب وصف تقرير الخبراء: [359,1553,579,1564]
notice-paragraph: ١ – القطعة مربعة الشكل وطبيعة الأرض مستوية وتربتها تصلح للزراعة والبناء. [33,2224,273,2250]
notice-paragraph: يعلن للعموم بأنه مطروح للبيع بالمزاد العلني الشقة رقم (١٠٢) المقامة على قطعة الأرض رقم (٨٥٥) حوض رقم (٨) المعلقه لوحة رقم (١٠) من أراضي البارحة/ اربد وهي من نوع طوابق وشقق تبلغ مساحة الشقة (١٠٥) متر مربع وهي عبارة عن طابق أرضي شقة شمالية عدا سطحه وتقع في الجهة الشرقية من بلدة البارحة والشقة مبنية من الخرسانة والطوب والمقصور والمدهون مع زوايا تجميليه من الحجر وعمر هذه الشقة تقريبا (١٠) سنوات وهي مؤلفة من عدة غرف ومطبخ وحمام والشبابيك من الالمنيوم والأبواب الداخلية من الخشب والأرضيات من البلاط والشقة مخدومة بالخدمات كافة من ماء وكهرباء وصرف صحي. [952,148,1194,294]
notice-heading-line: الجنوبية/ القضايا [718,1438,819,1453]
notice-heading-line: مذكرة تبليغ لائحة دعوى خاصة بالدعوى التابعة [34,69,272,104]
notice-heading-line: دائرة تنفيذ المفرق [94,695,212,710]
notice-paragraph: ٣- القطعة ضمن مشروع ربوة المطار والمشروع مشيك بالكامل بشيك بقلاوة. [33,2287,273,2313]
notice-paragraph: فعلى من يرغب بالشراء الحضور الى دائرة تنفيذ المفرق خلال ثلاثين يوما من اليوم الذي يلي تاريخ نشر هذا الاعلان بالصحيفة المحلية مصطحبا معه ١٠٪ من القيمة المقدرة علما بأن الرسوم والطوابع والدلالة تعود على المشتري. [648,348,889,404]
notice-paragraph: جنسيته: اردني يحمل الرقم الوطني: [439,817,579,828]
notice-signature [339,554,579,604]
notice-heading-line: رقم الدعوى التنفيذية: ٥-١١/ [681,735,856,750]
notice-paragraph: فعلى من يرغب بالاشتراك في المزاودة الدخول الى موقع المزادات الالكتروني الخاص بوزارة العدل (https://jo.gov.moj.auctions) ومشاهدة البيانات ودفع عربون الكتروني بواقع (١٠٪) من الثمن المحال به العقار خلال مدة ١٠ أيام من اليوم الذي يلي تاريخ نشر هذا الإعلان بالصحف المحلية علماً بأن أجور النشر والدلالة والطوابع تعود على المزاود الأخير. [339,1757,579,1843]
notice-body [648,2101,889,2531]
notice-heading-line: وزارة العدل [732,29,805,44]
notice-heading-line: محكمة صلح حقوق عمان [384,1996,535,2011]
